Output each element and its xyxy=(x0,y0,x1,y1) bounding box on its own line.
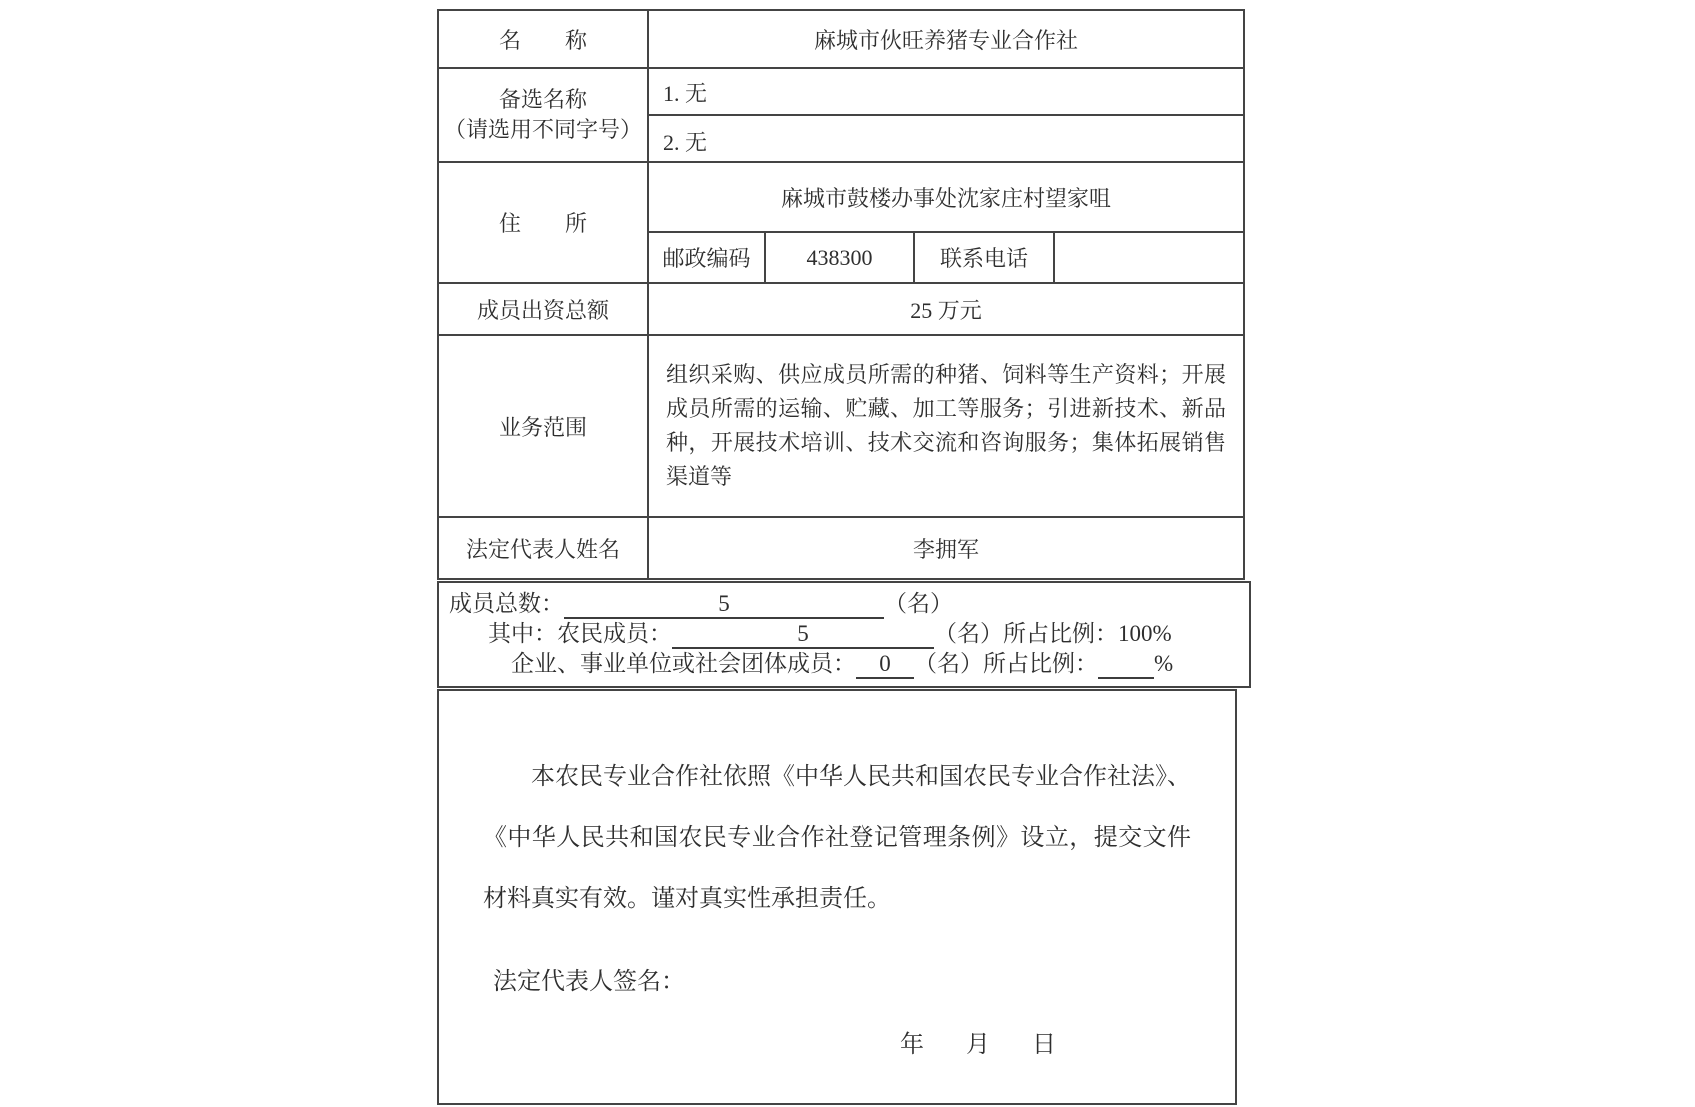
member-total-value-field: 5 xyxy=(564,590,884,619)
declaration-text: 本农民专业合作社依照《中华人民共和国农民专业合作社法》、《中华人民共和国农民专业合作社登记管理条例》设立，提交文件材料真实有效。谨对真实性承担责任。 xyxy=(483,764,1191,912)
alt-name-2-field: 2. 无 xyxy=(649,116,1243,163)
legal-rep-value: 李拥军 xyxy=(912,536,979,562)
date-line xyxy=(483,1030,1191,1060)
signature-line xyxy=(483,967,1191,997)
declaration-section xyxy=(437,689,1237,1105)
alt-names-label-line2: （请选用不同字号） xyxy=(443,117,642,142)
name-label: 名 称 xyxy=(439,11,649,69)
signature-label: 法定代表人签名： xyxy=(493,969,685,995)
business-scope-label: 业务范围 xyxy=(439,336,649,518)
alt-names-label xyxy=(439,69,649,163)
member-total-label: 成员总数： xyxy=(449,591,564,616)
org-percent-sign: % xyxy=(1154,651,1174,676)
member-count-section xyxy=(437,581,1251,688)
business-scope-text: 组织采购、供应成员所需的种猪、饲料等生产资料；开展成员所需的运输、贮藏、加工等服务；引进新技术、新品种，开展技术培训、技术交流和咨询服务；集体拓展销售渠道等 xyxy=(666,362,1226,489)
farmer-member-ratio: 100% xyxy=(1118,621,1172,646)
alt-name-1-field: 1. 无 xyxy=(649,69,1243,116)
alt-names-label-line1: 备选名称 xyxy=(498,87,587,112)
capital-label: 成员出资总额 xyxy=(439,284,649,336)
org-member-ratio-field xyxy=(1098,650,1154,679)
member-total-line xyxy=(449,589,1249,619)
address-value: 麻城市鼓楼办事处沈家庄村望家咀 xyxy=(649,163,1243,233)
business-scope-value xyxy=(649,336,1243,518)
date-year-label: 年 xyxy=(900,1032,924,1058)
form-table xyxy=(437,9,1245,580)
org-member-value-field: 0 xyxy=(856,650,914,679)
postal-code-label: 邮政编码 xyxy=(649,233,766,284)
legal-rep-label: 法定代表人姓名 xyxy=(439,518,649,578)
name-value: 麻城市伙旺养猪专业合作社 xyxy=(649,11,1243,69)
farmer-member-label: 其中：农民成员： xyxy=(488,621,672,646)
org-member-line xyxy=(449,649,1249,679)
org-member-label: 企业、事业单位或社会团体成员： xyxy=(511,651,856,676)
date-month-label: 月 xyxy=(966,1032,990,1058)
date-day-label: 日 xyxy=(1032,1032,1056,1058)
capital-value: 25 万元 xyxy=(649,284,1243,336)
farmer-member-value-field: 5 xyxy=(672,620,934,649)
cooperative-registration-form xyxy=(437,9,1245,1105)
postal-code-value: 438300 xyxy=(766,233,915,284)
farmer-member-line xyxy=(449,619,1249,649)
member-total-unit: （名） xyxy=(884,591,953,616)
address-label: 住 所 xyxy=(439,163,649,284)
farmer-member-suffix: （名）所占比例： xyxy=(934,621,1118,646)
phone-label: 联系电话 xyxy=(915,233,1055,284)
phone-value-field xyxy=(1055,233,1243,284)
org-member-suffix: （名）所占比例： xyxy=(914,651,1098,676)
